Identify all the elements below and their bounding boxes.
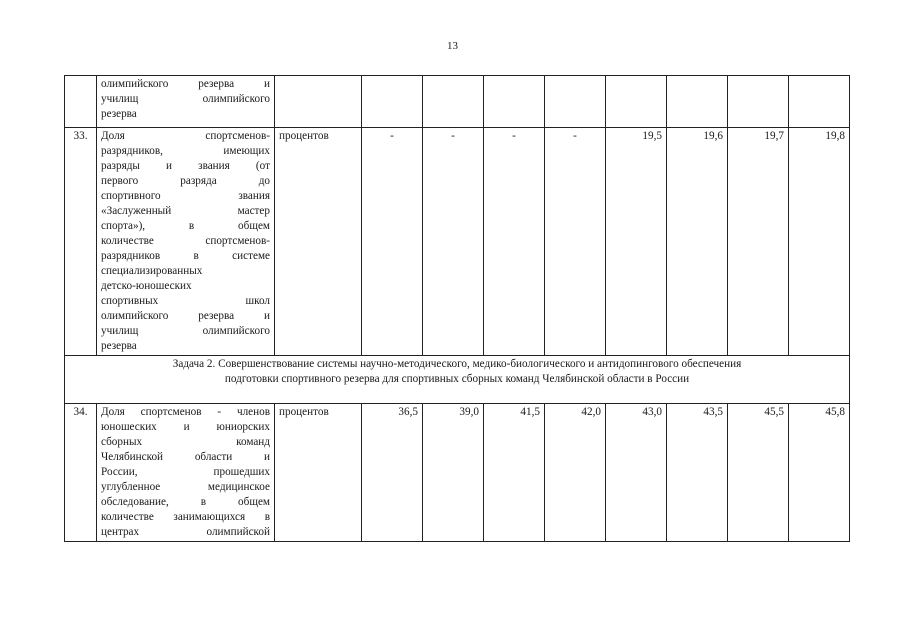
value-cell: 41,5 — [484, 404, 545, 542]
unit-cell: процентов — [275, 404, 362, 542]
value-cell: - — [423, 128, 484, 356]
description-line: обследование, в общем — [101, 496, 270, 508]
value-cell: 19,8 — [789, 128, 850, 356]
value-cell: 39,0 — [423, 404, 484, 542]
task-heading-row — [65, 356, 850, 404]
description-line: разряды и звания (от — [101, 160, 270, 172]
indicator-description — [97, 76, 275, 128]
description-line: России, прошедших — [101, 466, 270, 478]
description-line: олимпийского резерва и — [101, 78, 270, 90]
description-line: Челябинской области и — [101, 451, 270, 463]
value-cell: 42,0 — [545, 404, 606, 542]
description-line: Доля спортсменов- — [101, 130, 270, 142]
value-cell: - — [545, 128, 606, 356]
description-line: Доля спортсменов - членов — [101, 406, 270, 418]
value-cell: 36,5 — [362, 404, 423, 542]
description-line: спортивного звания — [101, 190, 270, 202]
description-line: разрядников, имеющих — [101, 145, 270, 157]
task-heading-line: Задача 2. Совершенствование системы научно-методического, медико-биологического и антидопингового обеспечения — [172, 358, 742, 370]
unit-cell: процентов — [275, 128, 362, 356]
value-cell: 43,5 — [667, 404, 728, 542]
description-line: количестве занимающихся в — [101, 511, 270, 523]
description-line: центрах олимпийской — [101, 526, 270, 538]
table-row-34 — [65, 404, 850, 542]
value-cell: 45,5 — [728, 404, 789, 542]
description-line: резерва — [101, 340, 137, 352]
value-cell: 19,6 — [667, 128, 728, 356]
unit-cell — [275, 76, 362, 128]
description-line: училищ олимпийского — [101, 93, 270, 105]
description-line: училищ олимпийского — [101, 325, 270, 337]
value-cell: 43,0 — [606, 404, 667, 542]
value-cell — [728, 76, 789, 128]
value-cell — [789, 76, 850, 128]
value-cell: 45,8 — [789, 404, 850, 542]
description-line: углубленное медицинское — [101, 481, 270, 493]
value-cell — [484, 76, 545, 128]
value-cell — [362, 76, 423, 128]
row-number: 33. — [65, 128, 97, 356]
description-line: «Заслуженный мастер — [101, 205, 270, 217]
task-heading-line: подготовки спортивного резерва для спортивных сборных команд Челябинской области в России — [224, 373, 690, 385]
value-cell: 19,5 — [606, 128, 667, 356]
value-cell: - — [484, 128, 545, 356]
description-line: первого разряда до — [101, 175, 270, 187]
description-line: количестве спортсменов- — [101, 235, 270, 247]
value-cell: - — [362, 128, 423, 356]
description-line: спорта»), в общем — [101, 220, 270, 232]
row-number: 34. — [65, 404, 97, 542]
description-line: разрядников в системе — [101, 250, 270, 262]
table-row-continuation — [65, 76, 850, 128]
value-cell — [606, 76, 667, 128]
value-cell — [423, 76, 484, 128]
description-line: спортивных школ — [101, 295, 270, 307]
value-cell: 19,7 — [728, 128, 789, 356]
description-line: специализированных — [101, 265, 203, 277]
table-row-33 — [65, 128, 850, 356]
description-line: олимпийского резерва и — [101, 310, 270, 322]
description-line: детско-юношеских — [101, 280, 192, 292]
description-line: сборных команд — [101, 436, 270, 448]
page-number: 13 — [447, 40, 458, 52]
indicator-description — [97, 404, 275, 542]
indicators-table — [64, 75, 850, 542]
row-number — [65, 76, 97, 128]
task-2-heading — [65, 356, 850, 404]
description-line: резерва — [101, 108, 137, 120]
description-line: юношеских и юниорских — [101, 421, 270, 433]
value-cell — [667, 76, 728, 128]
value-cell — [545, 76, 606, 128]
indicator-description — [97, 128, 275, 356]
